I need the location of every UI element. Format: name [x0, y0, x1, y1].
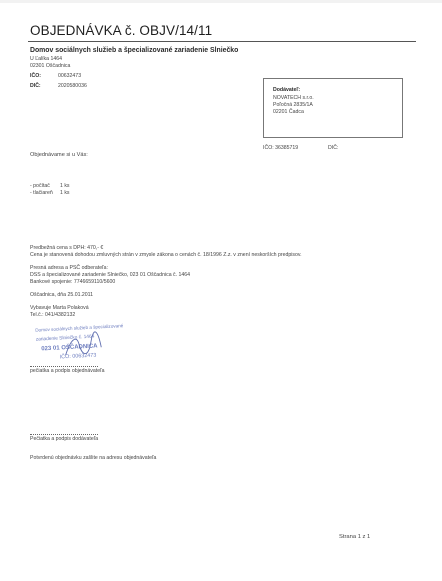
- confirmation-note: Potvrdenú objednávku zašlite na adresu objednávateľa: [30, 455, 157, 461]
- signature-scribble: [60, 329, 104, 363]
- supplier-name: NOVATECH s.r.o.: [273, 95, 314, 101]
- date-line: Oščadnica, dňa 25.01.2011: [30, 292, 94, 298]
- address-line: DSS a špecializované zariadenie Slniečko, 023 01 Oščadnica č. 1464: [30, 272, 191, 278]
- prepared-by: Vybavuje Marta Polaková: [30, 305, 89, 311]
- customer-street: U Ľalíka 1464: [30, 56, 63, 62]
- customer-dic: 2020580036: [58, 83, 87, 89]
- stamp-line: zariadenie Slniečko č. 1464: [35, 334, 95, 343]
- customer-signature-line: [30, 366, 98, 367]
- supplier-street: Poľočná 2835/1A: [273, 102, 313, 108]
- stamp-line: Domov sociálnych služieb a špecializované: [35, 323, 124, 333]
- stamp-line: IČO: 00632473: [59, 352, 97, 361]
- bank-line: Bankové spojenie: 7746659110/5600: [30, 279, 116, 285]
- customer-ico: 00632473: [58, 73, 82, 79]
- item-qty: 1 ks: [60, 190, 70, 196]
- customer-signature-label: pečiatka a podpis objednávateľa: [30, 368, 105, 374]
- price-note: Cena je stanovená dohodou zmluvných strán v zmysle zákona o cenách č. 18/1996 Z.z. v znení neskorších predpisov.: [30, 252, 302, 258]
- title-divider: [28, 41, 416, 42]
- supplier-ico: IČO: 36385719: [263, 145, 299, 151]
- item-name: - tlačiareň: [30, 190, 53, 196]
- page-number: Strana 1 z 1: [339, 534, 371, 540]
- address-heading: Presná adresa a PSČ odberateľa:: [30, 265, 108, 271]
- customer-ico-label: IČO:: [30, 73, 41, 79]
- supplier-signature-label: Pečiatka a podpis dodávateľa: [30, 436, 99, 442]
- item-qty: 1 ks: [60, 183, 70, 189]
- customer-name: Domov sociálnych služieb a špecializované zariadenie Slniečko: [30, 47, 239, 54]
- customer-stamp: [32, 321, 124, 365]
- item-name: - počítač: [30, 183, 50, 189]
- stamp-line: 023 01 OŠČADNICA: [41, 343, 98, 353]
- supplier-signature-line: [30, 434, 98, 435]
- price-line: Predbežná cena s DPH: 470,- €: [30, 245, 104, 251]
- customer-dic-label: DIČ:: [30, 83, 41, 89]
- customer-city: 02301 Oščadnica: [30, 63, 71, 69]
- supplier-dic-label: DIČ:: [328, 145, 339, 151]
- supplier-heading: Dodávateľ:: [273, 87, 301, 93]
- document-title: OBJEDNÁVKA č. OBJV/14/11: [30, 23, 213, 38]
- order-intro: Objednávame si u Vás:: [30, 152, 88, 158]
- supplier-box: [263, 78, 403, 138]
- scan-edge: [0, 0, 442, 3]
- supplier-city: 02201 Čadca: [273, 109, 304, 115]
- phone-line: Tel.č.: 041/4382132: [30, 312, 76, 318]
